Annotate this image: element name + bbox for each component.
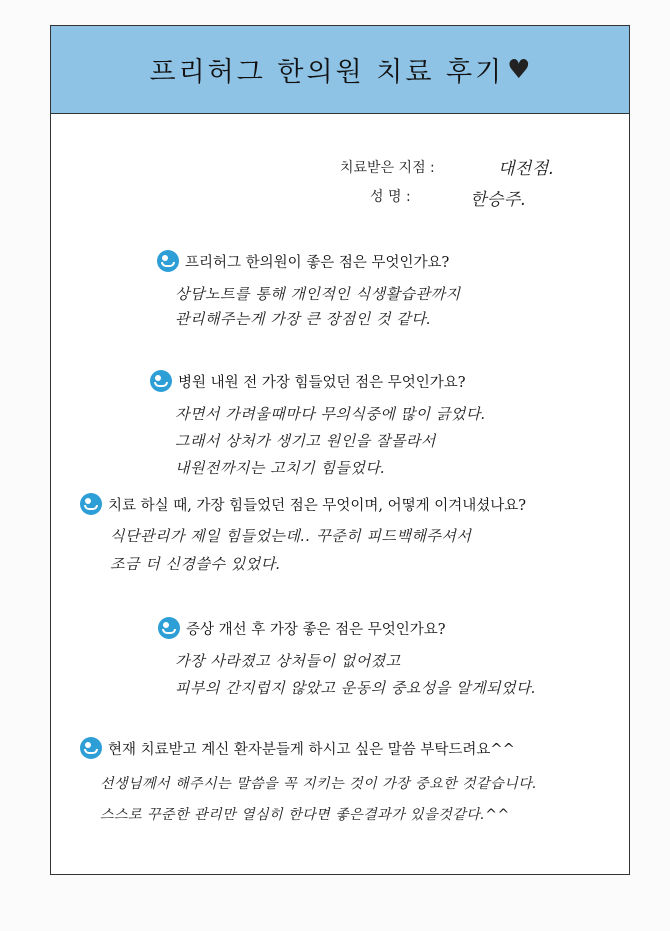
answer-line: 상담노트를 통해 개인적인 식생활습관까지 (175, 285, 461, 303)
title-bar (51, 26, 629, 114)
question-5 (80, 737, 515, 759)
clinic-logo-icon (150, 370, 172, 392)
question-4 (158, 617, 446, 639)
branch-value: 대전점. (498, 159, 555, 179)
question-1 (157, 250, 449, 272)
question-text: 증상 개선 후 가장 좋은 점은 무엇인가요? (186, 621, 446, 638)
answer-line: 관리해주는게 가장 큰 장점인 것 같다. (175, 310, 432, 328)
answer-line: 그래서 상처가 생기고 원인을 잘몰라서 (175, 432, 436, 450)
question-text: 프리허그 한의원이 좋은 점은 무엇인가요? (185, 254, 450, 271)
question-text: 현재 치료받고 계신 환자분들게 하시고 싶은 말씀 부탁드려요^^ (108, 741, 515, 758)
question-2 (150, 370, 466, 392)
name-value: 한승주. (470, 190, 527, 210)
answer-line: 피부의 간지럽지 않았고 운동의 중요성을 알게되었다. (175, 679, 537, 697)
answer-line: 선생님께서 해주시는 말씀을 꼭 지키는 것이 가장 중요한 것같습니다. (100, 776, 538, 792)
question-3 (80, 493, 526, 515)
answer-line: 내원전까지는 고치기 힘들었다. (175, 459, 386, 477)
clinic-logo-icon (80, 493, 102, 515)
answer-line: 자면서 가려울때마다 무의식중에 많이 긁었다. (175, 405, 487, 423)
answer-line: 가장 사라졌고 상처들이 없어졌고 (175, 652, 401, 670)
answer-line: 스스로 꾸준한 관리만 열심히 한다면 좋은결과가 있을것같다.^^ (100, 807, 510, 823)
heart-icon: ♥ (507, 54, 531, 85)
clinic-logo-icon (157, 250, 179, 272)
question-text: 치료 하실 때, 가장 힘들었던 점은 무엇이며, 어떻게 이겨내셨나요? (108, 497, 527, 514)
answer-line: 조금 더 신경쓸수 있었다. (110, 555, 281, 573)
question-text: 병원 내원 전 가장 힘들었던 점은 무엇인가요? (178, 374, 466, 391)
clinic-logo-icon (158, 617, 180, 639)
name-label: 성 명 : (370, 189, 411, 205)
page-title: 프리허그 한의원 치료 후기 (149, 57, 505, 88)
branch-label: 치료받은 지점 : (340, 160, 435, 176)
answer-line: 식단관리가 제일 힘들었는데.. 꾸준히 피드백해주셔서 (110, 527, 472, 545)
clinic-logo-icon (80, 737, 102, 759)
